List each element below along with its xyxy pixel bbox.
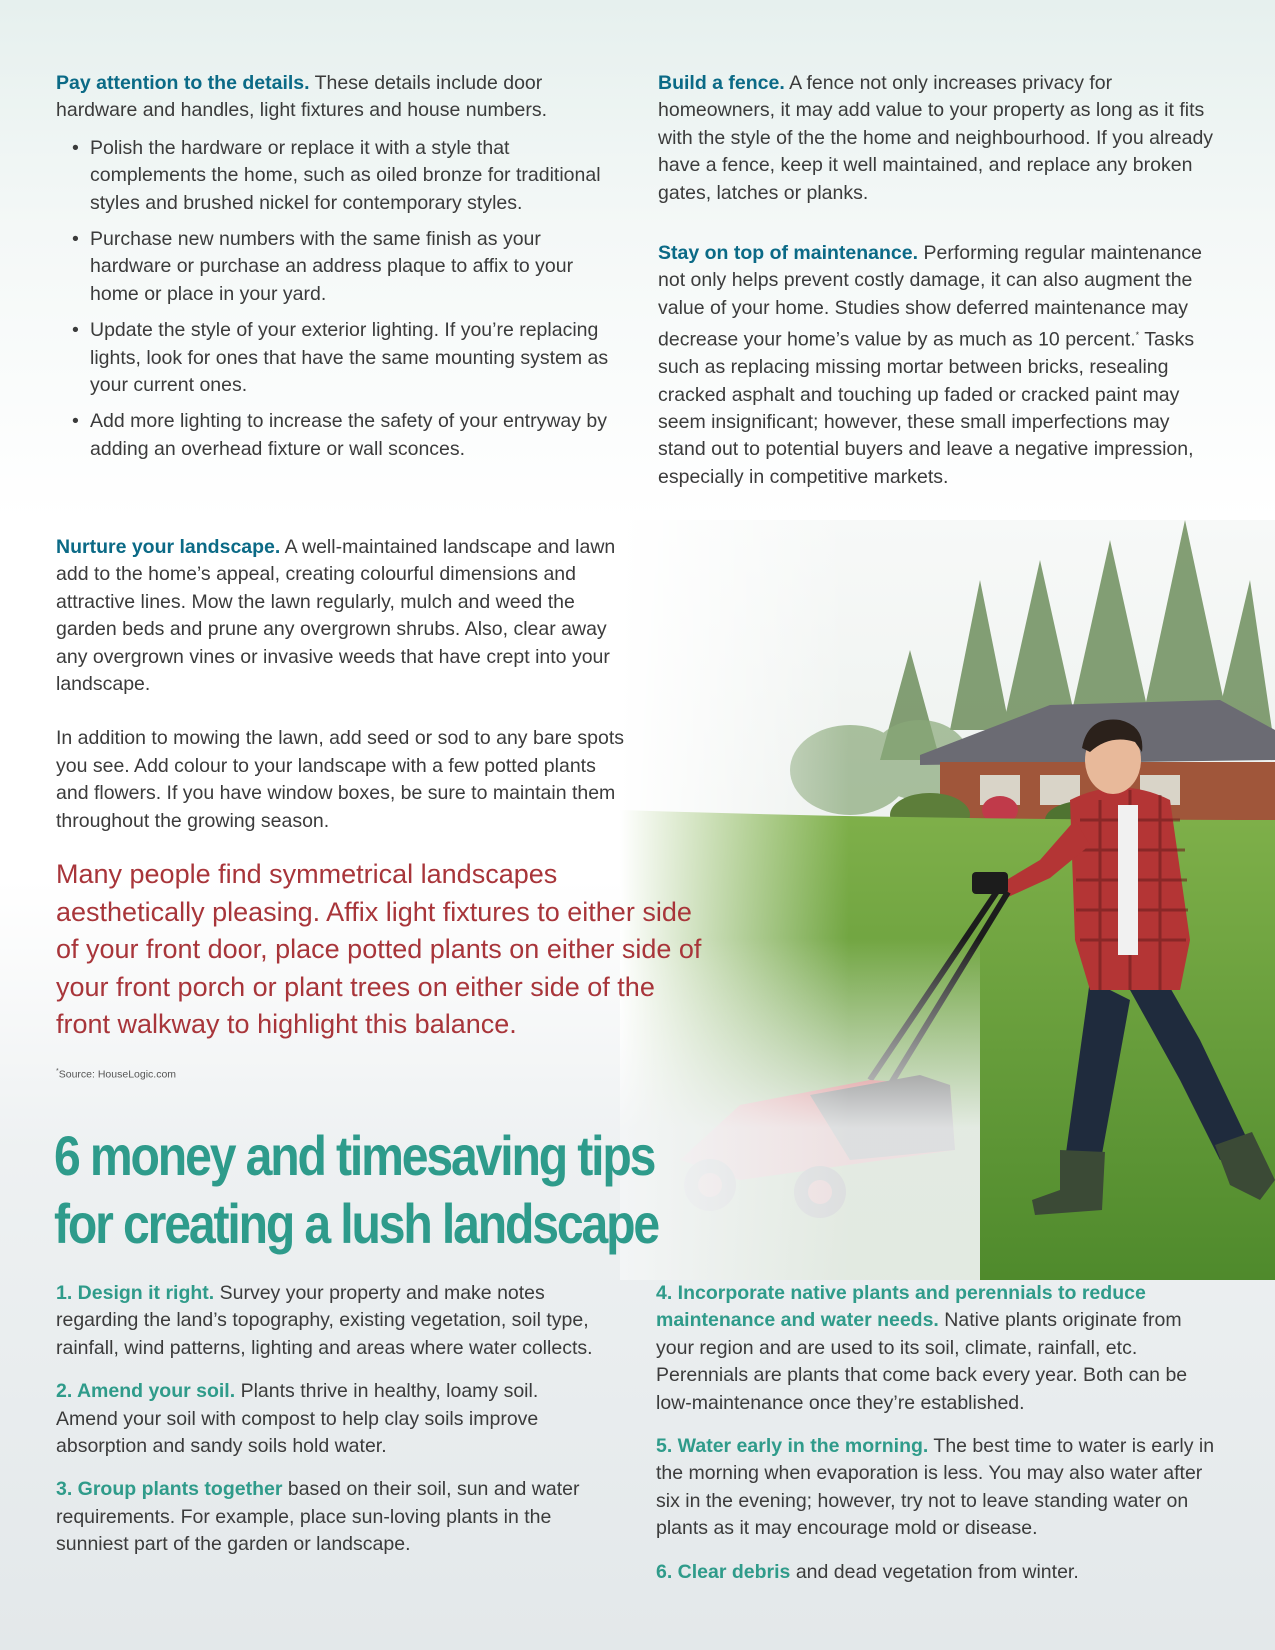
maintenance-heading: Stay on top of maintenance. — [658, 242, 919, 264]
source-note: *Source: HouseLogic.com — [56, 1068, 177, 1081]
tip-4: 4. Incorporate native plants and perennials to reduce maintenance and water needs. Native plants originate from your region and are used to its soil, climate, rainfall, etc. Perennials are plants that come back every year. Both can be low-maintenance once they’re established. — [656, 1282, 1188, 1414]
tips-title: 6 money and timesaving tips for creating a lush landscape — [54, 1124, 659, 1255]
details-heading: Pay attention to the details. — [56, 72, 310, 94]
details-paragraph: Pay attention to the details. These details include door hardware and handles, light fixtures and house numbers. — [56, 72, 548, 122]
tip-1: 1. Design it right. Survey your property and make notes regarding the land’s topography, existing vegetation, soil type, rainfall, wind patterns, lighting and areas where water collects. — [56, 1282, 593, 1359]
tips-right-column — [656, 1280, 1221, 1602]
tip-6: 6. Clear debris and dead vegetation from winter. — [656, 1560, 1079, 1583]
fence-paragraph: Build a fence. A fence not only increases privacy for homeowners, it may add value to your property as long as it fits with the style of the the home and neighbourhood. If you already have a fence, keep it well maintained, and replace any broken gates, latches or planks. — [658, 72, 1214, 204]
landscape-section — [56, 534, 626, 835]
list-item: • Polish the hardware or replace it with a style that complements the home, such as oiled bronze for traditional styles and brushed nickel for contemporary styles. — [72, 136, 601, 214]
details-section — [56, 70, 616, 472]
tips-left-column — [56, 1280, 596, 1575]
maintenance-paragraph: Stay on top of maintenance. Performing regular maintenance not only helps prevent costly damage, it can also augment the value of your home. Studies show deferred maintenance may decrease your home’s value by as much as 10 percent.* Tasks such as replacing missing mortar between bricks, resealing cracked asphalt and touching up faded or cracked paint may seem insignificant; however, these small imperfections may stand out to potential buyers and leave a negative impression, especially in competitive markets. — [658, 242, 1203, 488]
tip-3: 3. Group plants together based on their soil, sun and water requirements. For example, place sun-loving plants in the sunniest part of the garden or landscape. — [56, 1478, 580, 1556]
list-item: • Add more lighting to increase the safety of your entryway by adding an overhead fixture or wall sconces. — [72, 410, 608, 460]
list-item: • Update the style of your exterior lighting. If you’re replacing lights, look for ones that have the same mounting system as your current ones. — [72, 319, 609, 397]
landscape-paragraph-2: In addition to mowing the lawn, add seed or sod to any bare spots you see. Add colour to your landscape with a few potted plants and flowers. If you have window boxes, be sure to maintain them throughout the growing season. — [56, 727, 625, 832]
fence-heading: Build a fence. — [658, 72, 785, 94]
landscape-heading: Nurture your landscape. — [56, 536, 281, 558]
landscape-paragraph: Nurture your landscape. A well-maintained landscape and lawn add to the home’s appeal, creating colourful dimensions and attractive lines. Mow the lawn regularly, mulch and weed the garden beds and prune any overgrown shrubs. Also, clear away any overgrown vines or invasive weeds that have crept into your landscape. — [56, 536, 616, 696]
pull-quote: Many people find symmetrical landscapes aesthetically pleasing. Affix light fixtures to either side of your front door, place potted plants on either side of your front porch or plant trees on either side of the front walkway to highlight this balance. — [56, 859, 702, 1039]
details-bullet-list — [56, 135, 616, 463]
list-item: • Purchase new numbers with the same finish as your hardware or purchase an address plaque to affix to your home or place in your yard. — [72, 228, 574, 305]
tip-2: 2. Amend your soil. Plants thrive in healthy, loamy soil. Amend your soil with compost to help clay soils improve absorption and sandy soils hold water. — [56, 1380, 539, 1458]
fence-section — [658, 70, 1218, 207]
tip-5: 5. Water early in the morning. The best time to water is early in the morning when evaporation is less. You may also water after six in the evening; however, try not to leave standing water on plants as it may encourage mold or disease. — [656, 1435, 1215, 1540]
man-mowing-lawn-photo — [620, 520, 1275, 1280]
maintenance-section — [658, 240, 1218, 491]
